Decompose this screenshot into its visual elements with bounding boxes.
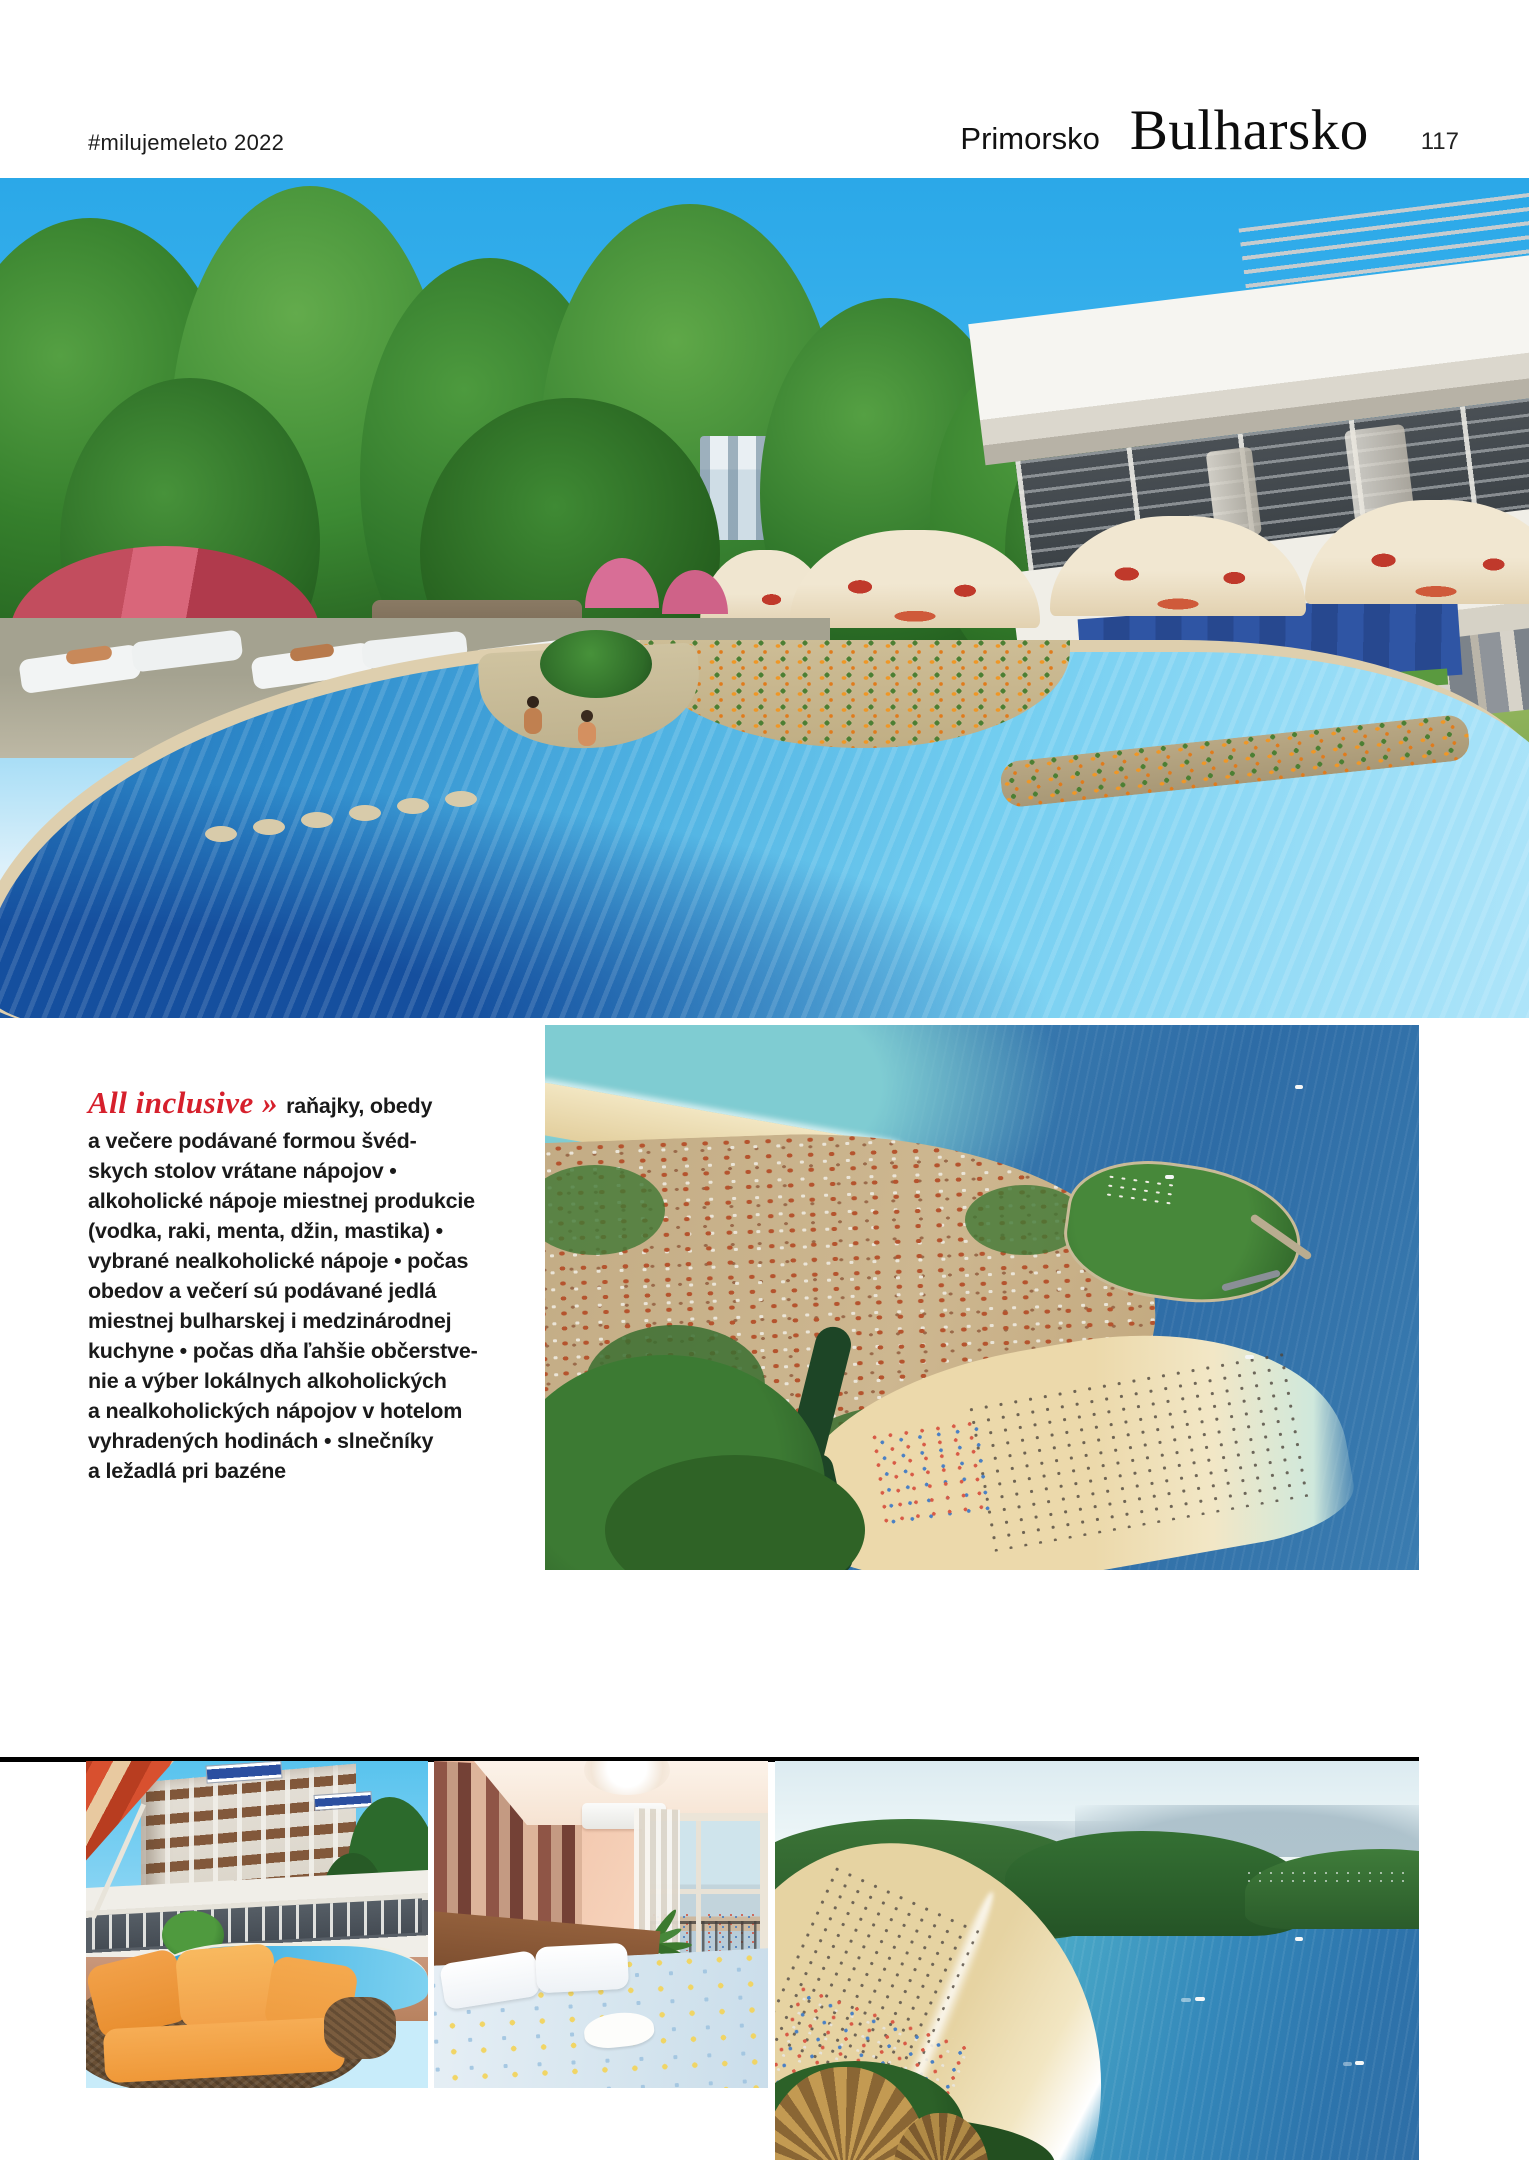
child-head bbox=[581, 710, 593, 722]
aerial-town-photo bbox=[545, 1025, 1419, 1570]
body-line: a ležadlá pri bazéne bbox=[88, 1459, 286, 1483]
room-interior-photo bbox=[434, 1761, 768, 2088]
sofa-cushion bbox=[175, 1943, 279, 2029]
boat bbox=[1245, 1355, 1254, 1359]
body-line: vybrané nealkoholické nápoje • počas bbox=[88, 1249, 469, 1273]
beach-panorama-photo bbox=[775, 1761, 1419, 2160]
colorful-umbrellas bbox=[869, 1418, 991, 1527]
location-label: Primorsko bbox=[960, 121, 1100, 156]
child-head bbox=[527, 696, 539, 708]
stepping-stone bbox=[445, 791, 477, 807]
body-line: kuchyne • počas dňa ľahšie občerstve- bbox=[88, 1339, 478, 1363]
far-town-specks bbox=[1245, 1869, 1405, 1883]
body-line: obedov a večerí sú podávané jedlá bbox=[88, 1279, 437, 1303]
body-line: skych stolov vrátane nápojov • bbox=[88, 1159, 397, 1183]
body-line: nie a výber lokálnych alkoholických bbox=[88, 1369, 447, 1393]
stepping-stone bbox=[349, 805, 381, 821]
boat bbox=[1295, 1085, 1303, 1089]
boat bbox=[1165, 1175, 1174, 1179]
body-line: a večere podávané formou švéd- bbox=[88, 1129, 417, 1153]
body-line: a nealkoholických nápojov v hotelom bbox=[88, 1399, 463, 1423]
boat bbox=[1195, 1997, 1205, 2001]
child-in-pool bbox=[524, 708, 542, 734]
stepping-stone bbox=[301, 812, 333, 828]
page-header bbox=[960, 98, 1459, 163]
body-lines bbox=[88, 1126, 528, 1486]
body-line: vyhradených hodinách • slnečníky bbox=[88, 1429, 434, 1453]
stepping-stone bbox=[253, 819, 285, 835]
sofa-armrest bbox=[324, 1997, 396, 2059]
child-in-pool bbox=[578, 722, 596, 746]
country-title: Bulharsko bbox=[1129, 99, 1369, 162]
stepping-stone bbox=[397, 798, 429, 814]
boat bbox=[1295, 1937, 1303, 1941]
stepping-stone bbox=[205, 826, 237, 842]
main-pool-photo bbox=[0, 178, 1529, 1018]
planter-shrub bbox=[540, 630, 652, 698]
text-first-line bbox=[88, 1085, 528, 1124]
body-line: (vodka, raki, menta, džin, mastika) • bbox=[88, 1219, 443, 1243]
body-first-words: raňajky, obedy bbox=[286, 1094, 433, 1118]
body-line: alkoholické nápoje miestnej produkcie bbox=[88, 1189, 475, 1213]
body-line: miestnej bulharskej i medzinárodnej bbox=[88, 1309, 452, 1333]
all-inclusive-heading: All inclusive » bbox=[88, 1085, 279, 1120]
page-number: 117 bbox=[1420, 128, 1459, 155]
boat bbox=[1355, 2061, 1364, 2065]
pillow bbox=[535, 1943, 629, 1994]
hotel-exterior-photo bbox=[86, 1761, 428, 2088]
hashtag-label: #milujemeleto 2022 bbox=[88, 130, 285, 155]
all-inclusive-text bbox=[88, 1085, 528, 1486]
